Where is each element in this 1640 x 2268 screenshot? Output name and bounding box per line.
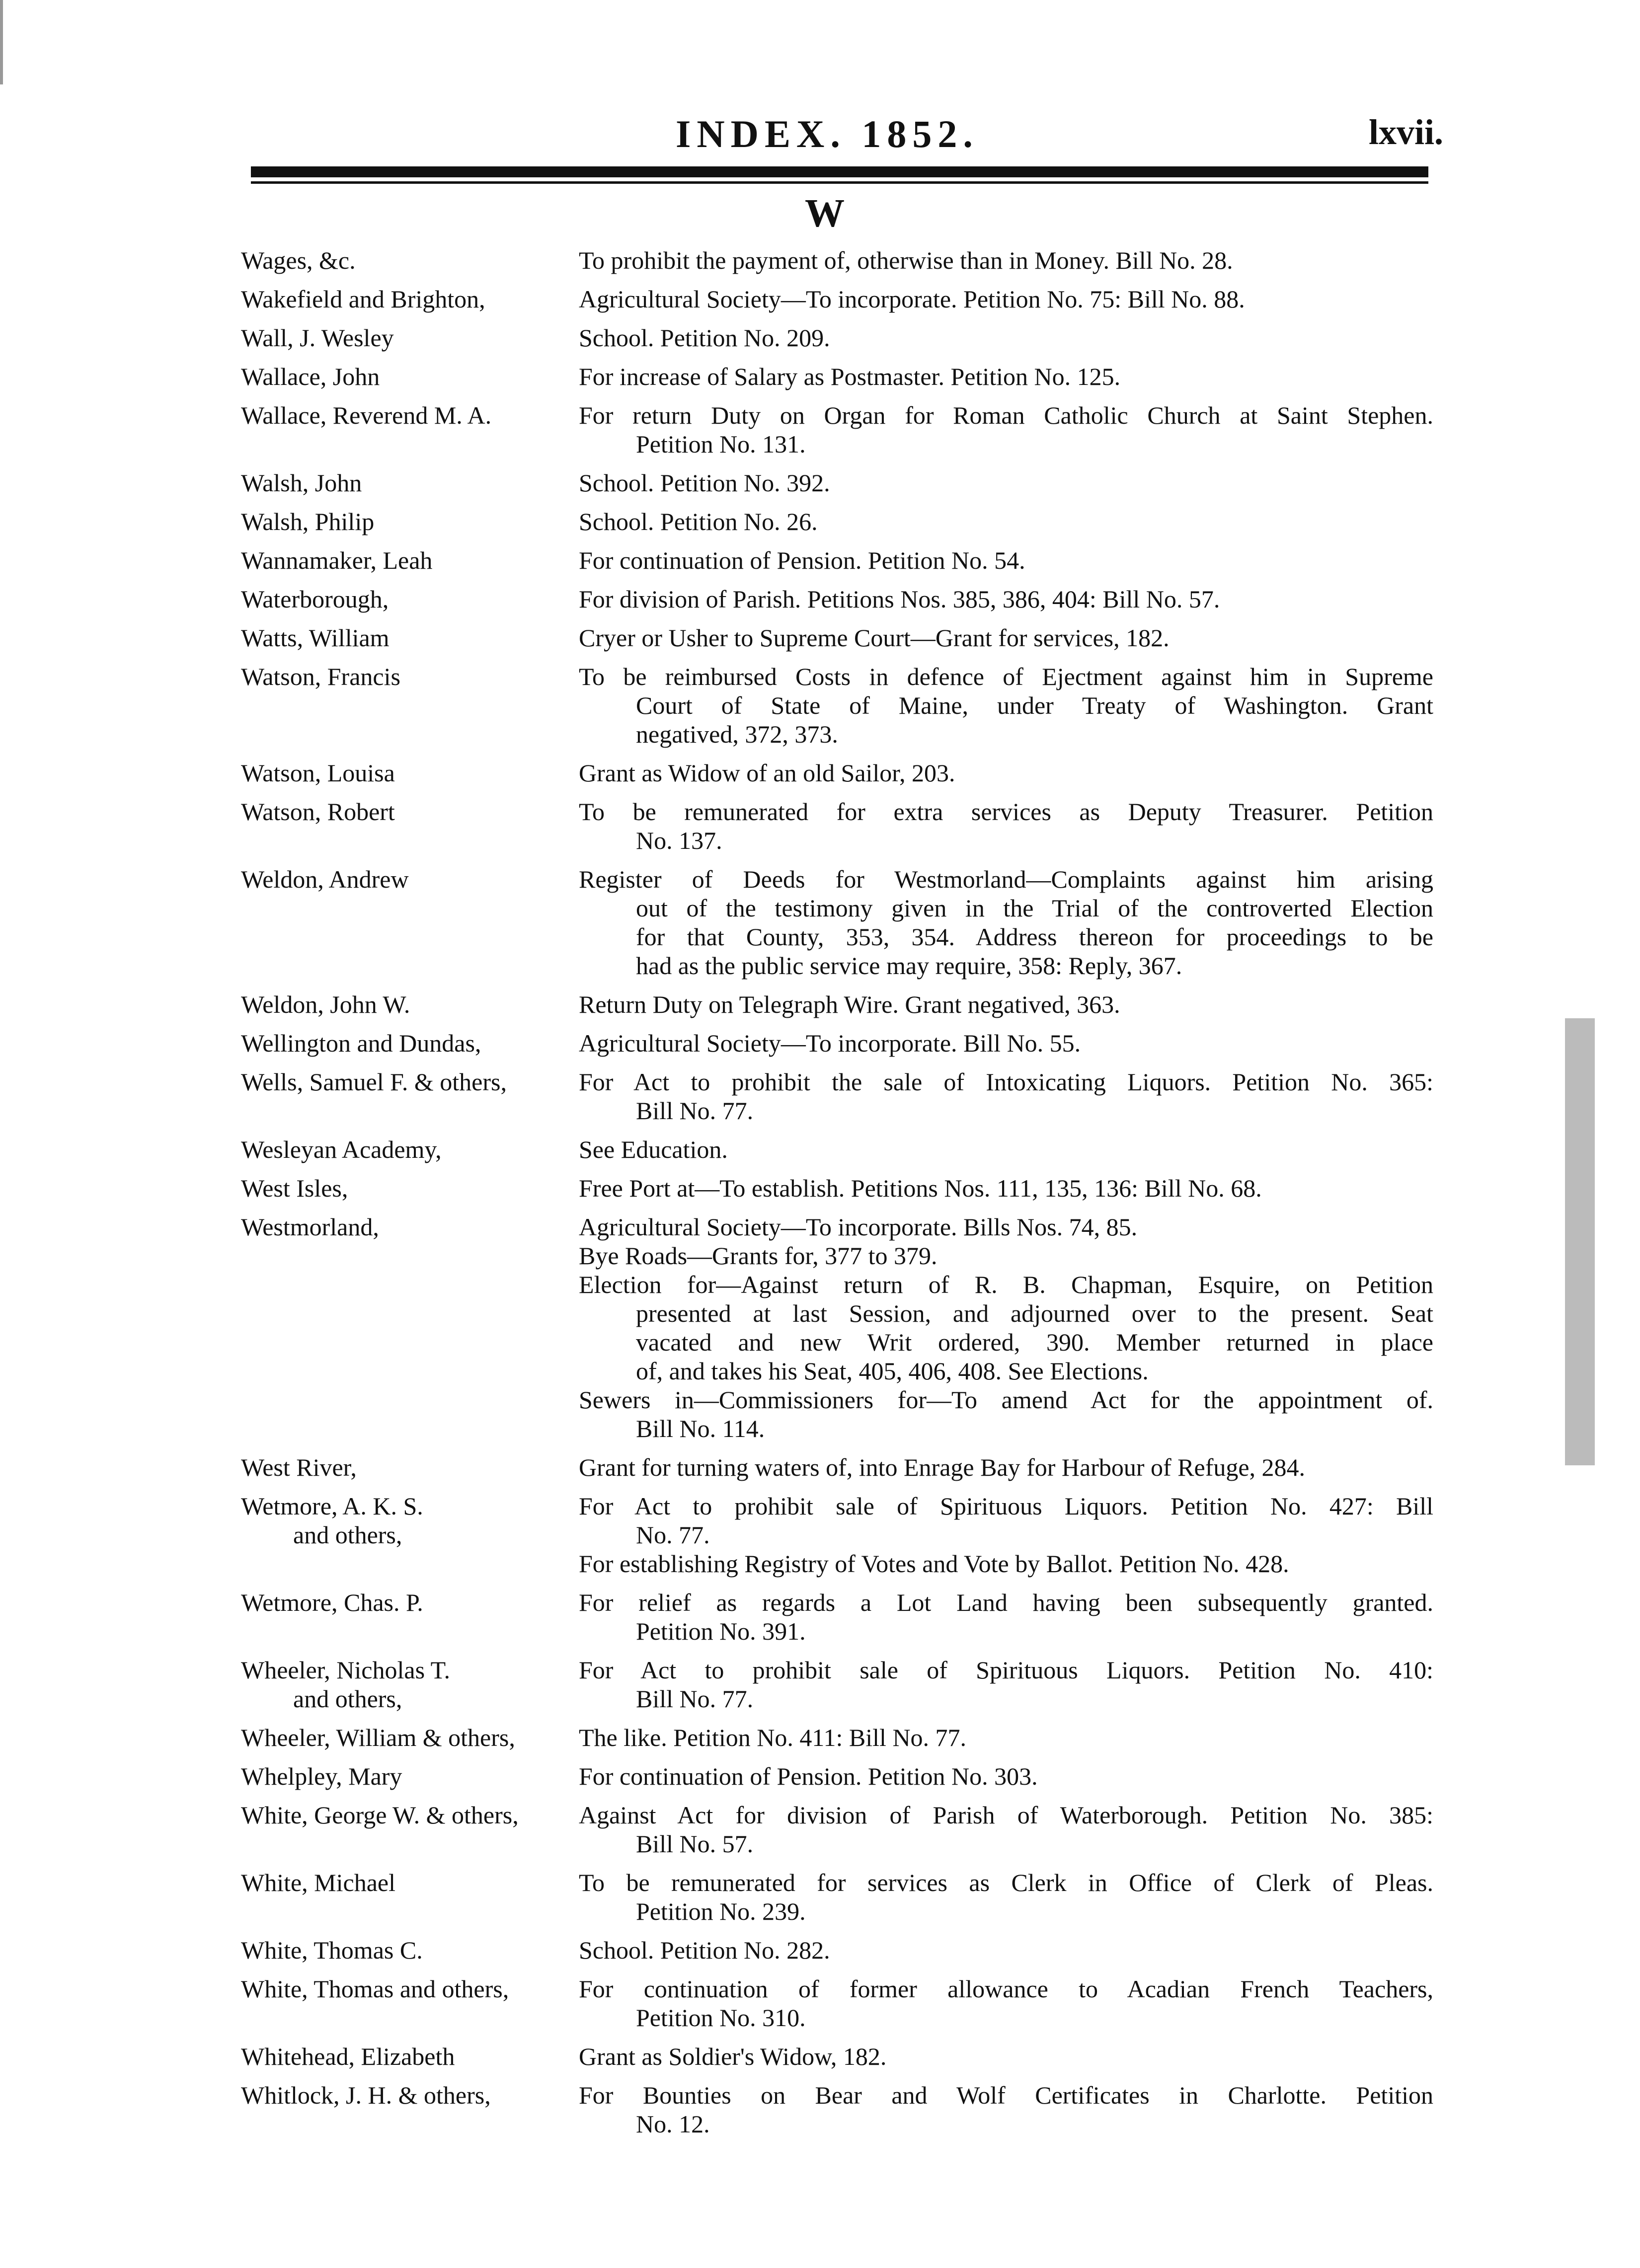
entry-description-line: To be remunerated for services as Clerk in Office of Clerk of Pleas.	[579, 1869, 1433, 1896]
entry-name	[241, 623, 579, 652]
index-entry	[241, 2081, 1433, 2138]
entry-name-line: White, George W. & others,	[241, 1801, 519, 1829]
entry-description-line: Bill No. 77.	[636, 1685, 754, 1713]
entry-name-line: Watson, Francis	[241, 663, 400, 690]
entry-description-line: Agricultural Society—To incorporate. Bill No. 55.	[579, 1029, 1081, 1057]
entry-name	[241, 1801, 579, 1858]
index-entry	[241, 1492, 1433, 1578]
entry-name	[241, 1588, 579, 1646]
entry-description	[579, 1723, 1433, 1752]
entry-description-line: Grant as Widow of an old Sailor, 203.	[579, 759, 955, 787]
entry-name	[241, 1936, 579, 1965]
index-entry	[241, 662, 1433, 749]
index-entry	[241, 585, 1433, 613]
entry-name	[241, 1762, 579, 1791]
entry-name	[241, 1723, 579, 1752]
index-entry	[241, 401, 1433, 458]
entry-name	[241, 662, 579, 749]
entry-name-line: Wallace, Reverend M. A.	[241, 401, 492, 429]
entry-name	[241, 1135, 579, 1164]
entry-description	[579, 323, 1433, 352]
entry-description-line: Against Act for division of Parish of Waterborough. Petition No. 385:	[579, 1801, 1433, 1829]
entry-description-line: To be reimbursed Costs in defence of Ejectment against him in Supreme	[579, 663, 1433, 690]
index-entry	[241, 1762, 1433, 1791]
entry-name-line: Wall, J. Wesley	[241, 324, 394, 352]
entry-description-line: For continuation of Pension. Petition No. 54.	[579, 546, 1025, 574]
index-entry	[241, 1453, 1433, 1482]
entry-name	[241, 1212, 579, 1443]
index-entry	[241, 507, 1433, 536]
index-entry	[241, 758, 1433, 787]
scan-mark	[0, 0, 3, 84]
entry-description	[579, 797, 1433, 855]
entry-description-line: School. Petition No. 392.	[579, 469, 830, 497]
entry-name	[241, 468, 579, 497]
entry-name-line: Whitlock, J. H. & others,	[241, 2081, 491, 2109]
index-entry	[241, 865, 1433, 980]
header-rule-thin	[251, 181, 1428, 184]
entry-description-line: Bill No. 77.	[636, 1097, 754, 1125]
entry-description-line: Petition No. 131.	[636, 430, 806, 458]
entry-description-line: presented at last Session, and adjourned over to the present. Seat	[636, 1299, 1433, 1327]
entry-description-line: For increase of Salary as Postmaster. Petition No. 125.	[579, 363, 1121, 390]
entry-description	[579, 2081, 1433, 2138]
entry-description-line: had as the public service may require, 358: Reply, 367.	[636, 952, 1182, 980]
entry-name	[241, 1453, 579, 1482]
entry-name-line: Weldon, John W.	[241, 990, 410, 1018]
entry-name-line: Westmorland,	[241, 1213, 379, 1241]
entry-description-line: School. Petition No. 26.	[579, 508, 818, 535]
entry-name-line: and others,	[293, 1521, 402, 1549]
entry-name	[241, 585, 579, 613]
entry-name-line: Walsh, Philip	[241, 508, 375, 535]
entry-description-line: School. Petition No. 282.	[579, 1936, 830, 1964]
entry-name	[241, 1656, 579, 1713]
index-entry	[241, 1936, 1433, 1965]
index-entry	[241, 362, 1433, 391]
index-entry	[241, 1974, 1433, 2032]
entry-description	[579, 507, 1433, 536]
entry-name	[241, 323, 579, 352]
entry-name	[241, 1974, 579, 2032]
index-entry	[241, 1135, 1433, 1164]
index-entry	[241, 1067, 1433, 1125]
entry-description-line: No. 137.	[636, 827, 722, 854]
entry-description	[579, 662, 1433, 749]
entry-description-line: Petition No. 391.	[636, 1617, 806, 1645]
entry-name-line: Waterborough,	[241, 585, 389, 613]
entry-description-line: of, and takes his Seat, 405, 406, 408. See Elections.	[636, 1357, 1149, 1385]
entry-name-line: White, Michael	[241, 1869, 395, 1896]
entry-description-line: Bill No. 57.	[636, 1830, 754, 1858]
entry-description-line: To prohibit the payment of, otherwise than in Money. Bill No. 28.	[579, 246, 1233, 274]
entry-name-line: Weldon, Andrew	[241, 865, 409, 893]
entry-name	[241, 2081, 579, 2138]
index-entry	[241, 1029, 1433, 1058]
entry-description-line: Bye Roads—Grants for, 377 to 379.	[579, 1242, 937, 1270]
entry-description-line: For establishing Registry of Votes and Vote by Ballot. Petition No. 428.	[579, 1550, 1289, 1578]
entry-description-line: To be remunerated for extra services as Deputy Treasurer. Petition	[579, 798, 1433, 826]
entry-description	[579, 1029, 1433, 1058]
index-entry	[241, 546, 1433, 575]
entry-description	[579, 1212, 1433, 1443]
section-letter: W	[805, 192, 845, 235]
entry-name-line: Watson, Robert	[241, 798, 395, 826]
entry-name	[241, 246, 579, 275]
entry-description	[579, 1936, 1433, 1965]
entry-description-line: Court of State of Maine, under Treaty of Washington. Grant	[636, 691, 1433, 719]
entry-name	[241, 1067, 579, 1125]
entry-description	[579, 1801, 1433, 1858]
entry-name	[241, 2042, 579, 2071]
entry-name-line: Wheeler, William & others,	[241, 1724, 515, 1751]
entry-description-line: No. 77.	[636, 1521, 710, 1549]
entry-name-line: West River,	[241, 1453, 357, 1481]
index-entry	[241, 1174, 1433, 1203]
entry-description-line: School. Petition No. 209.	[579, 324, 830, 352]
entry-name-line: Wetmore, Chas. P.	[241, 1588, 423, 1616]
entry-description-line: For Act to prohibit the sale of Intoxicating Liquors. Petition No. 365:	[579, 1068, 1433, 1096]
index-entry	[241, 468, 1433, 497]
entry-name-line: Wheeler, Nicholas T.	[241, 1656, 450, 1684]
entry-name-line: Wells, Samuel F. & others,	[241, 1068, 507, 1096]
entry-description	[579, 585, 1433, 613]
index-entry	[241, 623, 1433, 652]
entry-description-line: For Bounties on Bear and Wolf Certificates in Charlotte. Petition	[579, 2081, 1433, 2109]
index-entry	[241, 246, 1433, 275]
entry-name-line: Walsh, John	[241, 469, 362, 497]
entry-name	[241, 865, 579, 980]
index-entry	[241, 1723, 1433, 1752]
entry-description	[579, 401, 1433, 458]
entry-description-line: Petition No. 310.	[636, 2004, 806, 2032]
entry-description-line: No. 12.	[636, 2110, 710, 2138]
entry-description-line: vacated and new Writ ordered, 390. Member returned in place	[636, 1328, 1433, 1356]
index-entry	[241, 797, 1433, 855]
entry-description	[579, 1174, 1433, 1203]
entry-name	[241, 401, 579, 458]
entry-name-line: Whitehead, Elizabeth	[241, 2042, 455, 2070]
entry-description	[579, 362, 1433, 391]
entry-description	[579, 1492, 1433, 1578]
entry-description	[579, 1762, 1433, 1791]
index-entries	[241, 246, 1433, 2148]
entry-description	[579, 1588, 1433, 1646]
index-entry	[241, 2042, 1433, 2071]
entry-name-line: Wesleyan Academy,	[241, 1135, 442, 1163]
index-entry	[241, 1656, 1433, 1713]
entry-description	[579, 1656, 1433, 1713]
entry-description-line: Free Port at—To establish. Petitions Nos. 111, 135, 136: Bill No. 68.	[579, 1174, 1262, 1202]
entry-name-line: West Isles,	[241, 1174, 348, 1202]
entry-description-line: Grant for turning waters of, into Enrage Bay for Harbour of Refuge, 284.	[579, 1453, 1306, 1481]
entry-description-line: Return Duty on Telegraph Wire. Grant negatived, 363.	[579, 990, 1120, 1018]
index-entry	[241, 1801, 1433, 1858]
entry-description	[579, 865, 1433, 980]
entry-name-line: Wellington and Dundas,	[241, 1029, 481, 1057]
entry-name	[241, 507, 579, 536]
entry-description	[579, 246, 1433, 275]
entry-name	[241, 1492, 579, 1578]
entry-name	[241, 546, 579, 575]
entry-description-line: Bill No. 114.	[636, 1415, 765, 1442]
page-number: lxvii.	[1369, 112, 1444, 152]
entry-name	[241, 1868, 579, 1926]
entry-description-line: Sewers in—Commissioners for—To amend Act for the appointment of.	[579, 1386, 1433, 1414]
entry-description-line: For division of Parish. Petitions Nos. 385, 386, 404: Bill No. 57.	[579, 585, 1220, 613]
entry-description-line: See Education.	[579, 1135, 728, 1163]
entry-name-line: Watts, William	[241, 624, 390, 652]
entry-description	[579, 1453, 1433, 1482]
entry-description-line: for that County, 353, 354. Address thereon for proceedings to be	[636, 923, 1433, 951]
entry-name-line: Wallace, John	[241, 363, 380, 390]
entry-name-line: Whelpley, Mary	[241, 1762, 402, 1790]
page-title: INDEX. 1852.	[676, 112, 979, 155]
entry-name	[241, 1174, 579, 1203]
header-rule	[251, 166, 1428, 177]
entry-description-line: Register of Deeds for Westmorland—Complaints against him arising	[579, 865, 1433, 893]
index-entry	[241, 990, 1433, 1019]
entry-description	[579, 758, 1433, 787]
entry-description-line: Election for—Against return of R. B. Chapman, Esquire, on Petition	[579, 1271, 1433, 1298]
entry-description-line: For relief as regards a Lot Land having been subsequently granted.	[579, 1588, 1433, 1616]
entry-description	[579, 2042, 1433, 2071]
entry-description-line: Agricultural Society—To incorporate. Petition No. 75: Bill No. 88.	[579, 285, 1245, 313]
entry-description-line: For Act to prohibit sale of Spirituous Liquors. Petition No. 427: Bill	[579, 1492, 1433, 1520]
scan-mark	[1565, 1018, 1595, 1465]
entry-name-line: Wannamaker, Leah	[241, 546, 433, 574]
entry-description-line: Grant as Soldier's Widow, 182.	[579, 2042, 887, 2070]
index-entry	[241, 1588, 1433, 1646]
entry-name-line: White, Thomas C.	[241, 1936, 423, 1964]
entry-description	[579, 1974, 1433, 2032]
entry-description-line: The like. Petition No. 411: Bill No. 77.	[579, 1724, 967, 1751]
entry-name	[241, 758, 579, 787]
entry-description-line: For continuation of Pension. Petition No. 303.	[579, 1762, 1038, 1790]
entry-description	[579, 990, 1433, 1019]
index-entry	[241, 1868, 1433, 1926]
entry-name-line: and others,	[293, 1685, 402, 1713]
entry-name-line: Wetmore, A. K. S.	[241, 1492, 423, 1520]
entry-description	[579, 623, 1433, 652]
entry-description-line: For return Duty on Organ for Roman Catholic Church at Saint Stephen.	[579, 401, 1433, 429]
entry-description	[579, 1067, 1433, 1125]
entry-description	[579, 546, 1433, 575]
entry-description	[579, 1135, 1433, 1164]
entry-name	[241, 362, 579, 391]
index-entry	[241, 1212, 1433, 1443]
entry-name	[241, 990, 579, 1019]
index-entry	[241, 323, 1433, 352]
entry-name-line: Wages, &c.	[241, 246, 356, 274]
entry-description-line: negatived, 372, 373.	[636, 720, 838, 748]
page-header	[0, 112, 1640, 161]
entry-name-line: Wakefield and Brighton,	[241, 285, 485, 313]
entry-description-line: Agricultural Society—To incorporate. Bills Nos. 74, 85.	[579, 1213, 1138, 1241]
entry-description-line: Petition No. 239.	[636, 1897, 806, 1925]
entry-description-line: For Act to prohibit sale of Spirituous Liquors. Petition No. 410:	[579, 1656, 1433, 1684]
entry-description-line: Cryer or Usher to Supreme Court—Grant for services, 182.	[579, 624, 1170, 652]
entry-description-line: For continuation of former allowance to Acadian French Teachers,	[579, 1975, 1433, 2003]
entry-description	[579, 285, 1433, 313]
entry-name	[241, 797, 579, 855]
entry-name	[241, 285, 579, 313]
index-entry	[241, 285, 1433, 313]
entry-description	[579, 1868, 1433, 1926]
entry-name	[241, 1029, 579, 1058]
entry-description-line: out of the testimony given in the Trial of the controverted Election	[636, 894, 1433, 922]
entry-name-line: Watson, Louisa	[241, 759, 395, 787]
entry-description	[579, 468, 1433, 497]
entry-name-line: White, Thomas and others,	[241, 1975, 509, 2003]
